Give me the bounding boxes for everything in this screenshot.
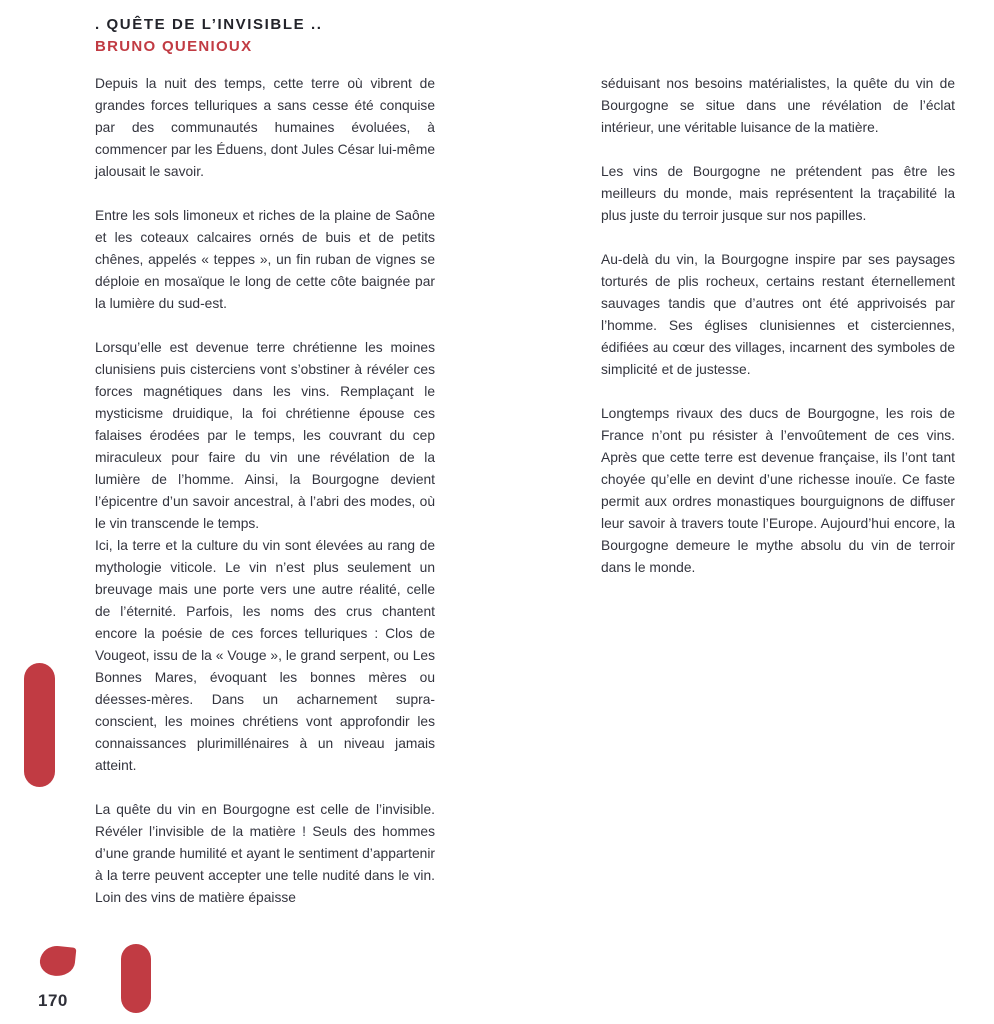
paragraph: séduisant nos besoins matérialistes, la quête du vin de Bourgogne se situe dans une révélation de l’éclat intérieur, une véritable luisance de la matière. <box>601 76 955 135</box>
paragraph: Depuis la nuit des temps, cette terre où vibrent de grandes forces telluriques a sans cesse été conquise par des communautés humaines évoluées, à commencer par les Éduens, dont Jules César lui-même jalousait le savoir. <box>95 76 435 179</box>
text-column-right <box>601 73 955 601</box>
paragraph: Longtemps rivaux des ducs de Bourgogne, les rois de France n’ont pu résister à l’envoûtement de ces vins. Après que cette terre est devenue française, ils l’ont tant choyée qu’elle en devint d’une richesse inouïe. Ce faste permit aux ordres monastiques bourguignons de diffuser leur savoir à travers toute l’Europe. Aujourd’hui encore, la Bourgogne demeure le mythe absolu du vin de terroir dans le monde. <box>601 406 955 575</box>
paragraph: Entre les sols limoneux et riches de la plaine de Saône et les coteaux calcaires ornés de buis et de petits chênes, appelés « teppes », un fin ruban de vignes se déploie en mosaïque le long de cette côte baignée par la lumière du sud-est. <box>95 208 435 311</box>
red-drop-ornament <box>39 944 77 977</box>
red-pill-bottom-ornament <box>121 944 151 1013</box>
text-column-left <box>95 73 435 931</box>
paragraph: Ici, la terre et la culture du vin sont élevées au rang de mythologie viticole. Le vin n’est plus seulement un breuvage mais une porte vers une autre réalité, celle de l’éternité. Parfois, les noms des crus chantent encore la poésie de ces forces telluriques : Clos de Vougeot, issu de la « Vouge », le grand serpent, ou Les Bonnes Mares, évoquant les bonnes mères ou déesses-mères. Dans un acharnement supra-conscient, les moines chrétiens vont approfondir les connaissances plurimillénaires à un niveau jamais atteint. <box>95 538 435 773</box>
page-number: 170 <box>38 991 68 1010</box>
page-header <box>95 16 323 55</box>
paragraph: La quête du vin en Bourgogne est celle de l’invisible. Révéler l’invisible de la matière ! Seuls des hommes d’une grande humilité et ayant le sentiment d’appartenir à la terre peuvent accepter une telle nudité dans le vin. Loin des vins de matière épaisse <box>95 802 435 905</box>
page-title: . QUÊTE DE L’INVISIBLE .. <box>95 16 323 33</box>
paragraph: Au-delà du vin, la Bourgogne inspire par ses paysages torturés de plis rocheux, certains restant éternellement sauvages tandis que d’autres ont été apprivoisés par l’homme. Ses églises clunisiennes et cisterciennes, édifiées au cœur des villages, incarnent des symboles de simplicité et de justesse. <box>601 252 955 377</box>
red-pill-ornament <box>24 663 55 787</box>
author-name: BRUNO QUENIOUX <box>95 38 253 55</box>
paragraph: Les vins de Bourgogne ne prétendent pas être les meilleurs du monde, mais représentent la traçabilité la plus juste du terroir jusque sur nos papilles. <box>601 164 955 223</box>
paragraph: Lorsqu’elle est devenue terre chrétienne les moines clunisiens puis cisterciens vont s’obstiner à révéler ces forces magnétiques dans les vins. Remplaçant le mysticisme druidique, la foi chrétienne épouse ces falaises érodées par le temps, les couvrant du cep miraculeux pour faire du vin une révélation de la lumière de l’homme. Ainsi, la Bourgogne devient l’épicentre d’un savoir ancestral, à l’abri des modes, où le vin transcende le temps. <box>95 340 435 531</box>
